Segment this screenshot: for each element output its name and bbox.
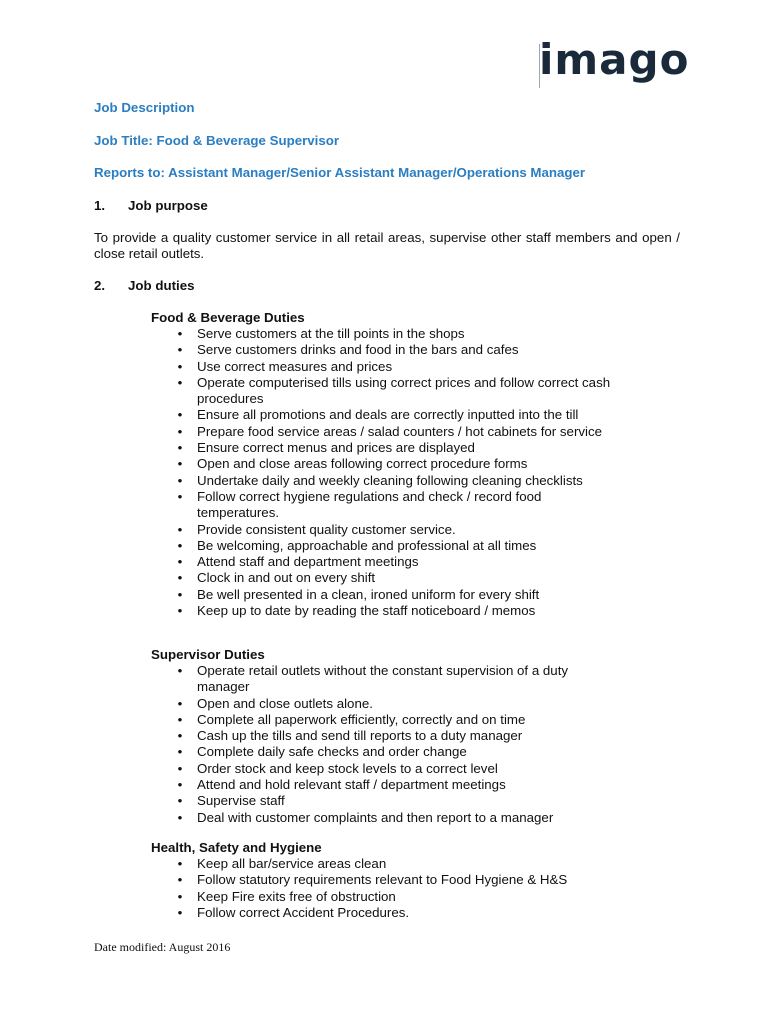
section-number: 1. (94, 198, 106, 213)
bullet-icon: • (177, 342, 183, 358)
health-safety-hygiene-list (174, 856, 614, 921)
list-item (174, 554, 614, 570)
list-item-text: Follow correct Accident Procedures. (197, 904, 410, 920)
bullet-icon: • (177, 663, 183, 678)
list-item-text: Attend and hold relevant staff / department meetings (197, 777, 506, 793)
list-item (174, 905, 614, 921)
list-item-text: Undertake daily and weekly cleaning following cleaning checklists (197, 472, 583, 488)
list-item (174, 587, 614, 603)
list-item (174, 856, 614, 872)
list-item-text: Operate retail outlets without the constant supervision of a duty manager (197, 663, 569, 695)
bullet-icon: • (177, 554, 183, 570)
section-title: Job duties (128, 278, 195, 293)
list-item (174, 440, 614, 456)
list-item-text: Open and close outlets alone. (197, 695, 373, 711)
bullet-icon: • (177, 777, 183, 793)
list-item (174, 473, 614, 489)
bullet-icon: • (177, 456, 183, 472)
job-description-heading: Job Description (94, 100, 195, 115)
job-title-heading: Job Title: Food & Beverage Supervisor (94, 133, 340, 148)
bullet-icon: • (177, 440, 183, 456)
list-item-text: Use correct measures and prices (197, 358, 393, 374)
bullet-icon: • (177, 603, 183, 619)
date-modified-footer: Date modified: August 2016 (94, 940, 231, 954)
list-item (174, 761, 614, 777)
list-item-text: Complete daily safe checks and order change (197, 744, 467, 760)
list-item (174, 456, 614, 472)
list-item-text: Clock in and out on every shift (197, 570, 376, 586)
list-item-text: Keep up to date by reading the staff noticeboard / memos (197, 603, 536, 619)
food-beverage-duties-heading: Food & Beverage Duties (151, 310, 305, 325)
list-item (174, 777, 614, 793)
bullet-icon: • (177, 760, 183, 776)
list-item-text: Be well presented in a clean, ironed uniform for every shift (197, 586, 540, 602)
bullet-icon: • (177, 728, 183, 744)
list-item (174, 326, 614, 342)
job-purpose-text: To provide a quality customer service in all retail areas, supervise other staff members and open / close retail outlets. (94, 230, 680, 261)
list-item-text: Keep all bar/service areas clean (197, 856, 387, 871)
section-number: 2. (94, 278, 106, 293)
list-item (174, 663, 614, 696)
list-item-text: Follow statutory requirements relevant to Food Hygiene & H&S (197, 872, 568, 888)
list-item-text: Open and close areas following correct procedure forms (197, 456, 528, 472)
bullet-icon: • (177, 888, 183, 904)
list-item-text: Complete all paperwork efficiently, correctly and on time (197, 711, 526, 727)
bullet-icon: • (177, 793, 183, 809)
bullet-icon: • (177, 488, 183, 504)
list-item-text: Keep Fire exits free of obstruction (197, 888, 396, 904)
list-item-text: Operate computerised tills using correct prices and follow correct cash procedures (197, 374, 611, 407)
logo-text: imago (539, 35, 690, 84)
supervisor-duties-list (174, 663, 614, 826)
list-item-text: Deal with customer complaints and then report to a manager (197, 809, 554, 825)
list-item-text: Ensure correct menus and prices are displayed (197, 440, 475, 456)
list-item-text: Cash up the tills and send till reports to a duty manager (197, 728, 523, 744)
list-item-text: Order stock and keep stock levels to a correct level (197, 760, 498, 776)
supervisor-duties-heading: Supervisor Duties (151, 647, 265, 662)
list-item (174, 489, 614, 522)
list-item-text: Supervise staff (197, 793, 285, 809)
list-item (174, 872, 614, 888)
bullet-icon: • (177, 537, 183, 553)
bullet-icon: • (177, 472, 183, 488)
list-item-text: Be welcoming, approachable and professional at all times (197, 537, 537, 553)
bullet-icon: • (177, 586, 183, 602)
list-item (174, 359, 614, 375)
list-item (174, 696, 614, 712)
list-item (174, 342, 614, 358)
list-item-text: Provide consistent quality customer service. (197, 521, 456, 537)
section-job-duties (94, 278, 195, 294)
bullet-icon: • (177, 570, 183, 586)
bullet-icon: • (177, 856, 183, 871)
bullet-icon: • (177, 872, 183, 888)
list-item-text: Serve customers at the till points in the shops (197, 326, 465, 341)
list-item (174, 603, 614, 619)
list-item-text: Follow correct hygiene regulations and check / record food temperatures. (197, 488, 542, 521)
bullet-icon: • (177, 374, 183, 390)
list-item (174, 728, 614, 744)
bullet-icon: • (177, 711, 183, 727)
section-title: Job purpose (128, 198, 208, 213)
list-item (174, 424, 614, 440)
list-item (174, 810, 614, 826)
list-item (174, 570, 614, 586)
bullet-icon: • (177, 407, 183, 423)
list-item-text: Serve customers drinks and food in the bars and cafes (197, 342, 519, 358)
list-item (174, 375, 614, 408)
list-item (174, 889, 614, 905)
bullet-icon: • (177, 904, 183, 920)
list-item-text: Attend staff and department meetings (197, 554, 419, 570)
food-beverage-duties-list (174, 326, 614, 619)
list-item (174, 522, 614, 538)
list-item (174, 538, 614, 554)
list-item (174, 744, 614, 760)
bullet-icon: • (177, 744, 183, 760)
bullet-icon: • (177, 423, 183, 439)
section-job-purpose (94, 198, 208, 214)
bullet-icon: • (177, 358, 183, 374)
list-item (174, 712, 614, 728)
list-item-text: Prepare food service areas / salad counters / hot cabinets for service (197, 423, 603, 439)
list-item-text: Ensure all promotions and deals are correctly inputted into the till (197, 407, 579, 423)
reports-to-heading: Reports to: Assistant Manager/Senior Assistant Manager/Operations Manager (94, 165, 586, 180)
health-safety-hygiene-heading: Health, Safety and Hygiene (151, 840, 322, 855)
list-item (174, 793, 614, 809)
bullet-icon: • (177, 521, 183, 537)
list-item (174, 407, 614, 423)
bullet-icon: • (177, 326, 183, 341)
bullet-icon: • (177, 809, 183, 825)
bullet-icon: • (177, 695, 183, 711)
imago-logo (539, 35, 690, 90)
